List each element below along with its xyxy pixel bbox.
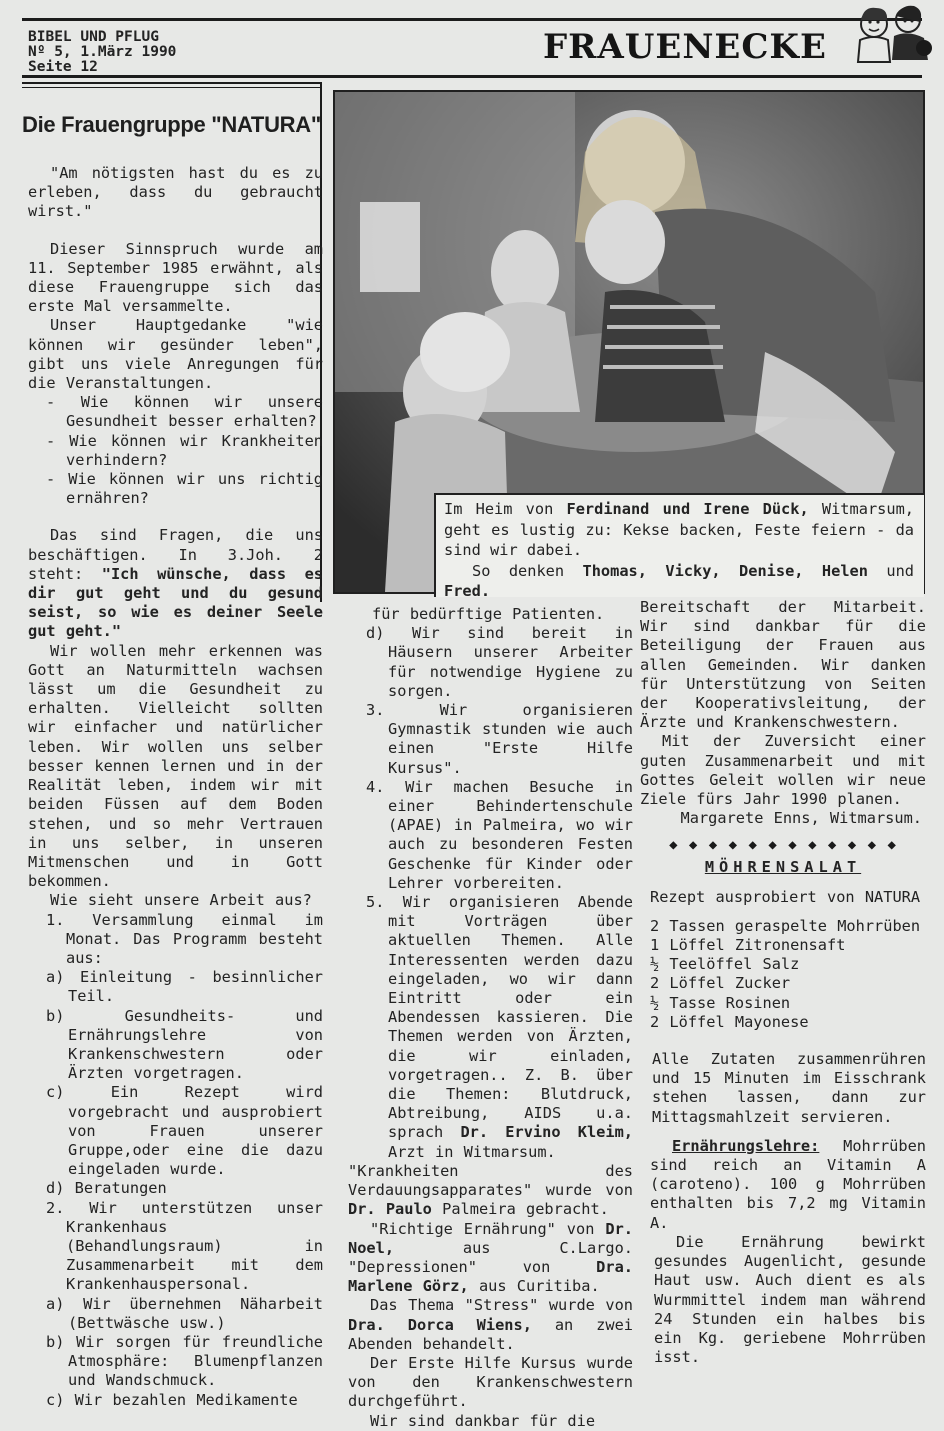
masthead-publication: BIBEL UND PFLUG [28, 29, 159, 45]
item-2d: d) Wir sind bereit in Häusern unserer Arbeiter für notwendige Hygiene zu sorgen. [366, 624, 633, 700]
article-rule-1 [22, 82, 322, 84]
ingredient-item: 1 Löffel Zitronensaft [650, 936, 846, 955]
caption-part-c: So denken [472, 561, 565, 580]
item-2: 2. Wir unterstützen unser Krankenhaus (Behandlungsraum) in Zusammenarbeit mit dem Krankenhauspersonal. [46, 1198, 323, 1294]
photo-caption [434, 493, 924, 600]
photo-caption-text [444, 499, 914, 602]
item-1a: a) Einleitung - besinnlicher Teil. [46, 968, 323, 1006]
ingredient-item: 2 Löffel Zucker [650, 974, 791, 993]
nutrition-paragraph-2: Die Ernährung bewirkt gesundes Augenlicht, gesunde Haut usw. Auch dient es als Wurmmittel indem man während 24 Stunden ein halbes bis ein Kg. geriebene Mohrrüben isst. [654, 1232, 926, 1367]
article-rule-2 [22, 87, 322, 88]
caption-part-a: Im Heim von [444, 500, 554, 518]
caption-part-d: und [886, 561, 914, 580]
closing-paragraph: Mit der Zuversicht einer guten Zusammenarbeit und mit Gottes Geleit wollen wir neue Ziele fürs Jahr 1990 planen. [640, 732, 926, 809]
nutrition-label: Ernährungslehre: [672, 1136, 820, 1155]
article-title: Die Frauengruppe "NATURA" [22, 112, 321, 137]
item-5 [348, 893, 633, 1162]
recipe-title: MÖHRENSALAT [704, 858, 862, 877]
ingredient-item: 2 Tassen geraspelte Mohrrüben [650, 916, 921, 935]
item-1: 1. Versammlung einmal im Monat. Das Programm besteht aus: [46, 910, 323, 967]
lecture-2-text: "Richtige Ernährung" von [370, 1219, 595, 1238]
caption-names-children: Thomas, Vicky, Denise, Helen [582, 561, 868, 580]
ingredient-list [640, 917, 926, 1032]
item-1b: b) Gesundheits- und Ernährungslehre von Krankenschwestern oder Ärzten vorgetragen. [46, 1006, 323, 1083]
nutrition-text: Mohrrüben sind reich an Vitamin A (caroteno). 100 g Mohrrüben enthalten bis 7,2 mg Vitamin A. [650, 1136, 926, 1232]
article-column-1 [28, 164, 323, 1410]
bible-verse: "Ich wünsche, dass es dir gut geht und du gesund seist, so wie es deiner Seele gut geht." [28, 564, 323, 641]
lecture-paragraph-2 [348, 1220, 633, 1297]
paragraph-1: Dieser Sinnspruch wurde am 11. September 1985 erwähnt, als diese Frauengruppe sich das erste Mal versammelte. [28, 239, 323, 316]
ingredient-item: ½ Teelöffel Salz [650, 955, 800, 974]
item-1d: d) Beratungen [46, 1179, 167, 1198]
first-aid-paragraph: Der Erste Hilfe Kursus wurde von den Krankenschwestern durchgeführt. [348, 1353, 633, 1411]
caption-names-host: Ferdinand und Irene Dück, [566, 500, 809, 518]
masthead-issue-date: Nº 5, 1.März 1990 [28, 44, 177, 60]
lecture-3-text-b: an zwei Abenden behandelt. [348, 1315, 633, 1353]
thanks-paragraph-start: Wir sind dankbar für die [370, 1411, 596, 1430]
lecture-1-text: "Krankheiten des Verdauungsapparates" wurde von [348, 1161, 633, 1200]
ingredient-item: ½ Tasse Rosinen [650, 993, 791, 1012]
item-2b: b) Wir sorgen für freundliche Atmosphäre: Blumenpflanzen und Wandschmuck. [46, 1332, 323, 1390]
header-rule [22, 75, 922, 78]
speaker-ervino-kleim: Dr. Ervino Kleim, [460, 1123, 633, 1142]
item-5-text: 5. Wir organisieren Abende mit Vorträgen über aktuellen Themen. Alle Interessenten werden dazu eingeladen, wo wir dann Eintritt oder ein Abendessen kassieren. Die Themen werden von Ärzten, die wir einladen, vorgetragen.. Z. B. über die Themen: Blutdruck, Abtreibung, AIDS u.a. sprach [366, 893, 633, 1142]
recipe-instructions: Alle Zutaten zusammenrühren und 15 Minuten im Eisschrank stehen lassen, dann zur Mittagsmahlzeit servieren. [652, 1050, 926, 1126]
diamond-divider: ◆ ◆ ◆ ◆ ◆ ◆ ◆ ◆ ◆ ◆ ◆ ◆ [669, 837, 897, 854]
ingredient-item: 2 Löffel Mayonese [650, 1012, 809, 1031]
recipe-tested-by: Rezept ausprobiert von NATURA [650, 887, 921, 906]
article-column-3 [640, 598, 926, 1367]
lecture-1-location: Palmeira gebracht. [442, 1200, 609, 1219]
lecture-paragraph-1 [348, 1162, 633, 1220]
caption-part-b: Witmarsum, geht es lustig zu: Kekse backen, Feste feiern - da sind wir dabei. [444, 500, 914, 559]
lecture-paragraph-3 [348, 1296, 633, 1354]
speaker-paulo: Dr. Paulo [348, 1200, 432, 1219]
paragraph-5: Wie sieht unsere Arbeit aus? [50, 891, 312, 910]
article-signature: Margarete Enns, Witmarsum. [680, 809, 922, 828]
section-title: FRAUENECKE [543, 27, 827, 67]
masthead-page-number: Seite 12 [28, 59, 98, 75]
item-1c: c) Ein Rezept wird vorgebracht und ausprobiert von Frauen unserer Gruppe,oder eine die dazu eingeladen wurde. [46, 1083, 323, 1179]
paragraph-3-text: Das sind Fragen, die uns beschäftigen. In 3.Joh. 2 steht: [28, 526, 323, 583]
question-3: - Wie können wir uns richtig ernähren? [46, 470, 323, 508]
item-4: 4. Wir machen Besuche in einer Behindertenschule (APAE) in Palmeira, wo wir auch zu besonderen Festen Geschenke für Kinder oder Lehrer vorbereiten. [366, 777, 633, 892]
speaker-marlene-goerz: Dra. Marlene Görz, [348, 1257, 633, 1296]
speaker-noel: Dr. Noel, [348, 1219, 633, 1257]
lecture-2-location: aus Curitiba. [478, 1277, 600, 1296]
top-rule [22, 18, 922, 21]
question-1: - Wie können wir unsere Gesundheit besser erhalten? [46, 393, 323, 431]
item-2a: a) Wir übernehmen Näharbeit (Bettwäsche usw.) [46, 1294, 323, 1332]
item-5-location: Arzt in Witmarsum. [388, 1142, 556, 1161]
masthead [28, 30, 176, 75]
article-column-2 [348, 605, 633, 1431]
opening-quote: "Am nötigsten hast du es zu erleben, dass du gebraucht wirst." [28, 164, 323, 221]
cartoon-figures-icon [852, 0, 936, 70]
question-2: - Wie können wir Krankheiten verhindern? [46, 431, 323, 469]
paragraph-4: Wir wollen mehr erkennen was Gott an Naturmitteln wachsen lässt um die Gesundheit zu erhalten. Vielleicht sollten wir einfacher und natürlicher leben. Wir wollen uns selber besser kennen lernen und in der Realität leben, indem wir mit beiden Füssen auf dem Boden stehen, und so mehr Vertrauen in uns selber, in unseren Mitmenschen und in Gott bekommen. [28, 641, 323, 891]
lecture-2-text-b: aus C.Largo. "Depressionen" von [348, 1238, 633, 1276]
nutrition-paragraph [640, 1137, 926, 1233]
speaker-dorca-wiens: Dra. Dorca Wiens, [348, 1315, 532, 1334]
item-3: 3. Wir organisieren Gymnastik stunden wie auch einen "Erste Hilfe Kursus". [366, 701, 633, 777]
caption-name-fred: Fred. [444, 582, 491, 600]
paragraph-2: Unser Hauptgedanke "wie können wir gesünder leben", gibt uns viele Anregungen für die Veranstaltungen. [28, 316, 323, 393]
lecture-3-text: Das Thema "Stress" wurde von [370, 1296, 633, 1315]
item-2c: c) Wir bezahlen Medikamente [46, 1390, 298, 1409]
paragraph-3 [28, 526, 323, 641]
thanks-paragraph: Bereitschaft der Mitarbeit. Wir sind dankbar für die Beteiligung der Frauen aus allen Gemeinden. Wir danken für Unterstützung von Seiten der Kooperativsleitung, der Ärzte und Krankenschwestern. [640, 598, 926, 732]
item-2c-continued: für bedürftige Patienten. [372, 605, 605, 623]
